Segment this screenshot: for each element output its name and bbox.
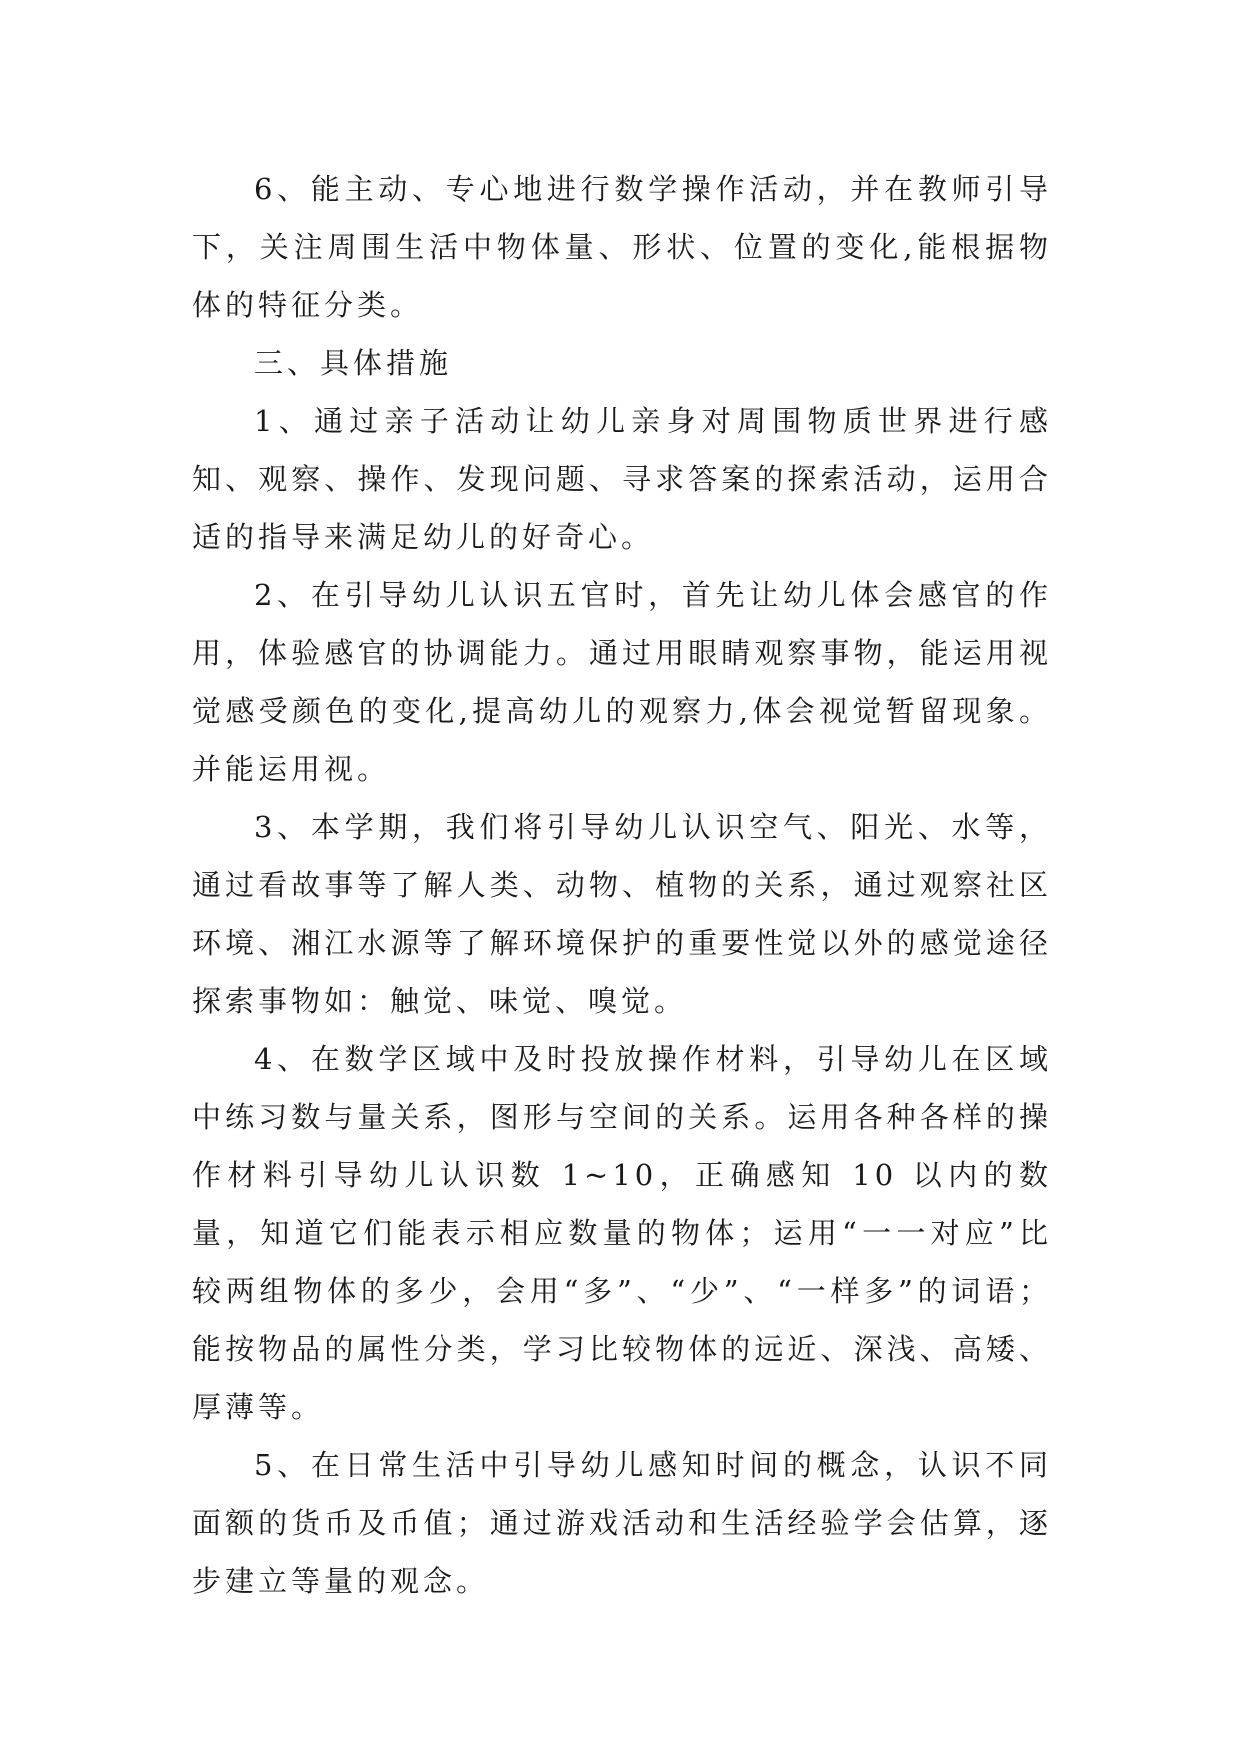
- paragraph-measure-2: 2、在引导幼儿认识五官时，首先让幼儿体会感官的作用，体验感官的协调能力。通过用眼睛观察事物，能运用视觉感受颜色的变化,提高幼儿的观察力,体会视觉暂留现象。并能运用视。: [192, 578, 1052, 786]
- paragraph-goal-6: 6、能主动、专心地进行数学操作活动，并在教师引导下，关注周围生活中物体量、形状、位置的变化,能根据物体的特征分类。: [192, 172, 1052, 322]
- paragraph-measure-5: 5、在日常生活中引导幼儿感知时间的概念，认识不同面额的货币及币值；通过游戏活动和生活经验学会估算，逐步建立等量的观念。: [192, 1448, 1052, 1598]
- document-body: [192, 160, 1052, 1610]
- section-heading-measures: 三、具体措施: [254, 346, 453, 380]
- paragraph-measure-3: 3、本学期，我们将引导幼儿认识空气、阳光、水等，通过看故事等了解人类、动物、植物的关系，通过观察社区环境、湘江水源等了解环境保护的重要性觉以外的感觉途径探索事物如：触觉、味觉、嗅觉。: [192, 810, 1052, 1018]
- paragraph-measure-4: 4、在数学区域中及时投放操作材料，引导幼儿在区域中练习数与量关系，图形与空间的关系。运用各种各样的操作材料引导幼儿认识数 1~10，正确感知 10 以内的数量，知道它们能表示相应数量的物体；运用“一一对应”比较两组物体的多少，会用“多”、“少”、“一样多”的词语；能按物品的属性分类，学习比较物体的远近、深浅、高矮、厚薄等。: [192, 1042, 1052, 1424]
- paragraph-measure-1: 1、通过亲子活动让幼儿亲身对周围物质世界进行感知、观察、操作、发现问题、寻求答案的探索活动，运用合适的指导来满足幼儿的好奇心。: [192, 404, 1052, 554]
